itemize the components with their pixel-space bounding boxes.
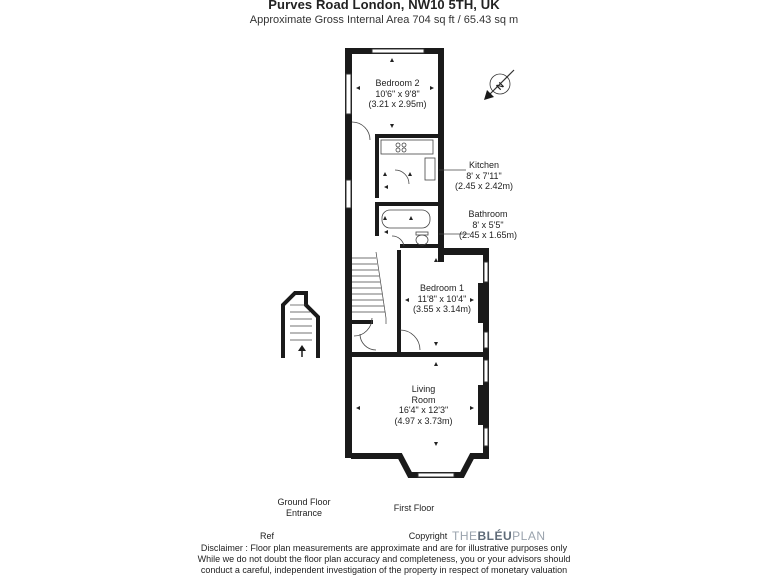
logo-prefix: THE <box>452 529 478 543</box>
staircase-ground-floor <box>283 293 318 358</box>
room-name: Bathroom <box>468 209 508 219</box>
room-size-metric: (2.45 x 1.65m) <box>458 230 518 240</box>
brand-logo <box>452 529 546 543</box>
room-size-imperial: 8' x 7'11" <box>466 170 502 181</box>
room-label-bedroom-2 <box>360 78 435 110</box>
room-size-imperial: 10'6" x 9'8" <box>375 88 420 99</box>
room-name-line-1: Living <box>411 384 436 394</box>
room-name: Kitchen <box>468 160 500 170</box>
ref-label: Ref <box>259 531 274 541</box>
floor-label-first: First Floor <box>393 503 435 513</box>
copyright-label: Copyright <box>408 531 448 541</box>
plan-title: Purves Road London, NW10 5TH, UK <box>268 0 500 12</box>
bay-window <box>351 456 489 477</box>
room-size-metric: (4.97 x 3.73m) <box>394 415 453 426</box>
room-label-living-room <box>386 384 461 426</box>
room-size-metric: (3.55 x 3.14m) <box>412 304 472 314</box>
disclaimer-line-2: While we do not doubt the floor plan accuracy and completeness, you or your advisors should <box>197 554 571 564</box>
floor-label-ground <box>268 497 340 518</box>
room-label-bedroom-1 <box>406 283 478 315</box>
room-size-imperial: 16'4" x 12'3" <box>398 405 449 415</box>
room-name: Bedroom 1 <box>419 283 465 293</box>
room-label-kitchen <box>448 160 520 192</box>
kitchen-fittings <box>381 140 435 184</box>
room-size-metric: (2.45 x 2.42m) <box>454 181 514 191</box>
compass-north-label: N <box>494 80 506 92</box>
staircase-first-floor <box>352 252 386 324</box>
logo-bold: BLÉU <box>477 529 513 543</box>
room-size-imperial: 8' x 5'5" <box>472 219 504 230</box>
room-name-line-2: Room <box>411 394 436 405</box>
disclaimer-line-1: Disclaimer : Floor plan measurements are approximate and are for illustrative purposes only <box>200 543 568 553</box>
room-label-bathroom <box>452 209 524 241</box>
floor-subtitle: Entrance <box>285 507 323 518</box>
plan-subtitle: Approximate Gross Internal Area 704 sq ft / 65.43 sq m <box>249 14 519 26</box>
room-size-metric: (3.21 x 2.95m) <box>368 99 427 109</box>
room-size-imperial: 11'8" x 10'4" <box>417 293 467 304</box>
disclaimer-line-3: conduct a careful, independent investigation of the property in respect of monetary valuation <box>200 565 568 575</box>
logo-suffix: PLAN <box>512 529 546 543</box>
room-name: Bedroom 2 <box>375 78 420 88</box>
internal-walls <box>349 134 440 354</box>
floor-name: Ground Floor <box>277 497 331 507</box>
bathroom-fittings <box>382 210 430 246</box>
